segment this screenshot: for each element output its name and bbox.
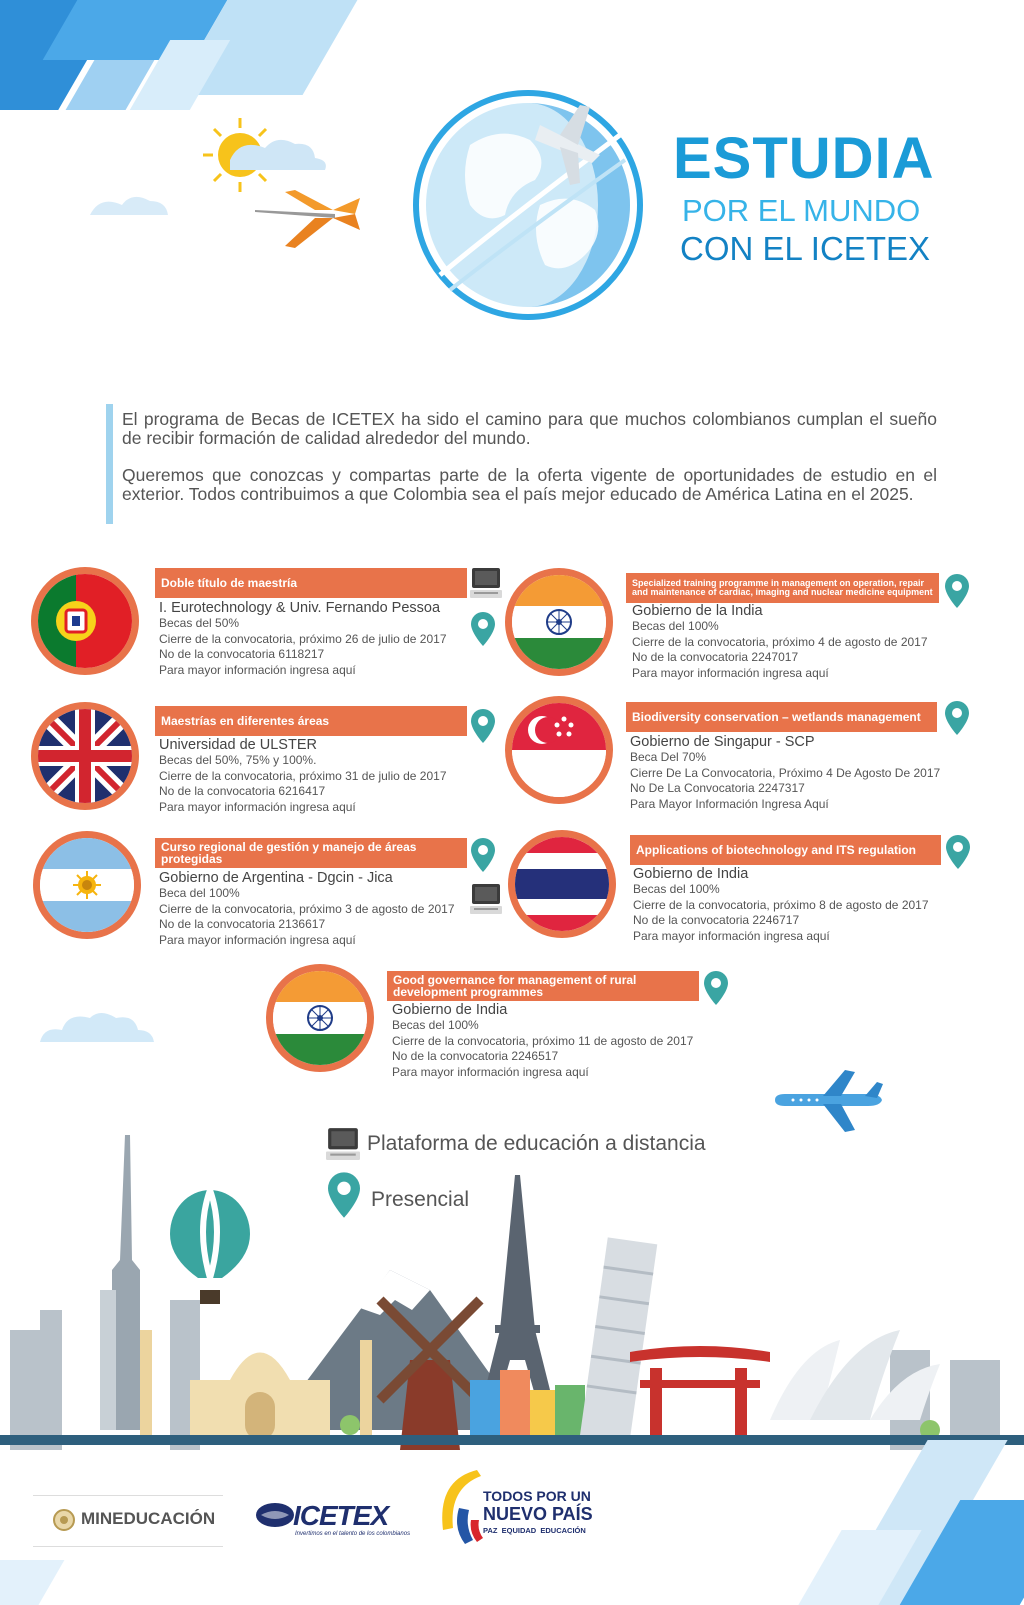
card-scholarship: Beca Del 70% [630,750,707,764]
gobierno-logo [437,1468,597,1548]
laptop-icon [470,566,502,600]
globe-icon [410,85,650,325]
header-decoration [0,0,360,110]
title-por-el-mundo: POR EL MUNDO [682,193,921,228]
card-institution: Universidad de ULSTER [159,737,317,753]
location-pin-icon [946,835,970,869]
card-number: No de la convocatoria 6118217 [159,647,325,661]
mineducacion-text: MINEDUCACIÓN [81,1509,216,1528]
card-institution: Gobierno de Singapur - SCP [630,734,815,750]
card-deadline: Cierre de la convocatoria, próximo 31 de julio de 2017 [159,768,447,783]
gobierno-line-3: PAZ EQUIDAD EDUCACIÓN [483,1526,586,1535]
more-info-link[interactable]: Para mayor información ingresa aquí [159,662,356,677]
icetex-logo [253,1500,413,1546]
card-institution: Gobierno de Argentina - Dgcin - Jica [159,870,393,886]
program-band-4: Biodiversity conservation – wetlands management [626,702,937,732]
card-deadline: Cierre de la convocatoria, próximo 26 de julio de 2017 [159,631,447,646]
card-number: No de la convocatoria 2136617 [159,917,326,931]
title-estudia: ESTUDIA [673,126,935,191]
shield-icon [53,1507,75,1533]
footer-decoration-left [0,1540,120,1605]
card-institution: Gobierno de India [633,866,749,882]
card-deadline: Cierre de la convocatoria, próximo 3 de agosto de 2017 [159,901,455,916]
card-scholarship: Becas del 100% [632,619,719,633]
cloud-icon [38,1008,158,1044]
card-institution: I. Eurotechnology & Univ. Fernando Pessoa [159,600,441,616]
icetex-tagline: Invertimos en el talento de los colombianos [295,1531,411,1537]
legend-online-label: Plataforma de educación a distancia [367,1132,706,1155]
flag-singapore [505,696,613,804]
card-united-kingdom [159,737,469,815]
program-band-3: Maestrías en diferentes áreas [155,706,467,736]
card-number: No de la convocatoria 6216417 [159,784,326,798]
intro-paragraph-1: El programa de Becas de ICETEX ha sido el camino para que muchos colombianos cumplan el sueño de recibir formación de calidad alrededor del mundo. [122,409,937,448]
card-portugal [159,600,469,678]
card-deadline: Cierre de la convocatoria, próximo 8 de agosto de 2017 [633,897,929,912]
more-info-link[interactable]: Para mayor información ingresa aquí [392,1064,589,1079]
intro-text [122,410,937,522]
card-institution: Gobierno de India [392,1002,508,1018]
card-institution: Gobierno de la India [632,603,763,619]
intro-paragraph-2: Queremos que conozcas y compartas parte de la oferta vigente de oportunidades de estudio en el exterior. Todos contribuimos a que Colombia sea el país mejor educado de América Latina en el 2025. [122,465,937,504]
card-india-1 [632,603,952,681]
card-number: No De La Convocatoria 2247317 [630,781,805,795]
card-scholarship: Becas del 100% [392,1018,479,1032]
card-deadline: Cierre De La Convocatoria, Próximo 4 De Agosto De 2017 [630,765,941,780]
more-info-link[interactable]: Para mayor información ingresa aquí [632,665,829,680]
card-number: No de la convocatoria 2246517 [392,1049,559,1063]
location-pin-icon [471,709,495,743]
card-scholarship: Becas del 100% [633,882,720,896]
flag-united-kingdom [31,702,139,810]
gobierno-line-2: NUEVO PAÍS [483,1504,593,1524]
laptop-icon [470,882,502,916]
program-band-1: Doble título de maestría [155,568,467,598]
location-pin-icon [704,971,728,1005]
card-scholarship: Becas del 50%, 75% y 100%. [159,753,317,767]
card-number: No de la convocatoria 2246717 [633,913,800,927]
location-pin-icon [945,701,969,735]
program-band-2: Specialized training programme in management on operation, repair and maintenance of cardiac, imaging and nuclear medicine equipment [626,573,939,603]
plane-blue-icon [773,1070,888,1134]
program-band-7: Good governance for management of rural development programmes [387,971,699,1001]
flag-portugal [31,567,139,675]
card-argentina [159,870,479,948]
plane-orange-icon [255,190,365,255]
gobierno-line-1: TODOS POR UN [483,1488,591,1504]
card-scholarship: Beca del 100% [159,886,240,900]
flag-india [266,964,374,1072]
globe-small-icon [255,1502,295,1528]
more-info-link[interactable]: Para mayor información ingresa aquí [633,928,830,943]
mineducacion-logo [33,1495,223,1547]
card-scholarship: Becas del 50% [159,616,240,630]
more-info-link[interactable]: Para mayor información ingresa aquí [159,932,356,947]
more-info-link[interactable]: Para mayor información ingresa aquí [159,799,356,814]
flag-india [505,568,613,676]
location-pin-icon [471,612,495,646]
location-pin-icon [945,574,969,608]
program-band-5: Curso regional de gestión y manejo de áreas protegidas [155,838,467,868]
program-band-6: Applications of biotechnology and ITS regulation [630,835,941,865]
card-deadline: Cierre de la convocatoria, próximo 4 de agosto de 2017 [632,634,928,649]
intro-accent-bar [106,404,113,524]
location-pin-icon [471,838,495,872]
icetex-text: ICETEX [293,1500,389,1531]
card-deadline: Cierre de la convocatoria, próximo 11 de agosto de 2017 [392,1033,694,1048]
flag-swoosh-icon [437,1468,485,1546]
card-india-2 [392,1002,712,1080]
footer-decoration [700,1440,1024,1605]
card-singapore [630,734,960,812]
legend-presencial-label: Presencial [371,1188,470,1211]
more-info-link[interactable]: Para Mayor Información Ingresa Aquí [630,796,829,811]
flag-thailand [508,830,616,938]
landmarks-skyline [0,1130,1024,1460]
flag-argentina [33,831,141,939]
card-thailand [633,866,953,944]
title-con-el-icetex: CON EL ICETEX [680,230,930,267]
card-number: No de la convocatoria 2247017 [632,650,799,664]
